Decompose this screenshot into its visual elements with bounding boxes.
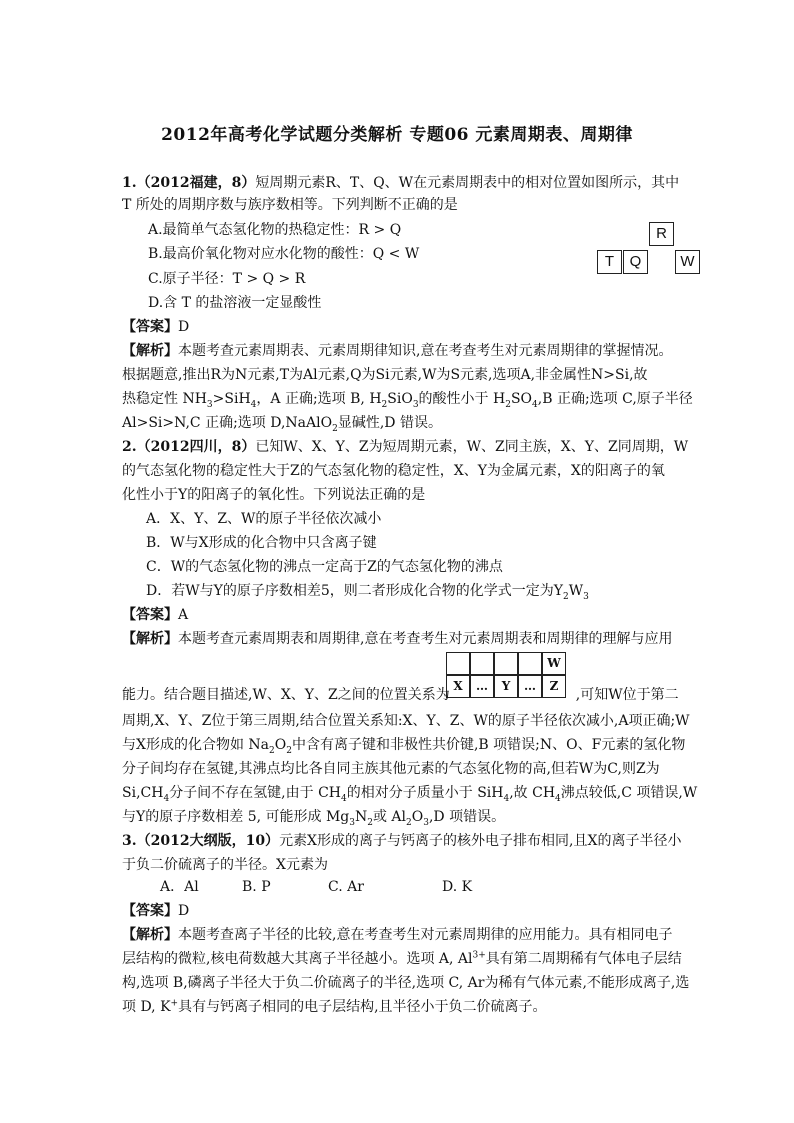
q2-analysis-line-7: 与Y的原子序数相差 5, 可能形成 $Mg_3N_2$或 $Al_2O_3,D$ 项错误。 — [122, 809, 506, 828]
q3-option-d: D. K — [442, 879, 473, 895]
q3-answer: 【答案】D — [122, 903, 190, 919]
q3-analysis-line-1: 【解析】本题考查离子半径的比较,意在考查考生对元素周期律的应用能力。具有相同电子 — [122, 927, 673, 943]
grid2-cell-ellipsis: … — [470, 675, 494, 698]
q2-option-b: B．W与X形成的化合物中只含离子键 — [146, 535, 377, 551]
q2-analysis-line-1: 【解析】本题考查元素周期表和周期律,意在考查考生对元素周期表和周期律的理解与应用 — [122, 631, 673, 647]
q2-analysis-line-2: 能力。结合题目描述,W、X、Y、Z之间的位置关系为 ,可知W位于第二 — [122, 687, 679, 703]
grid-cell-q: Q — [623, 250, 648, 274]
q2-stem-line-2: 的气态氢化物的稳定性大于Z的气态氢化物的稳定性，X、Y为金属元素，X的阳离子的氧 — [122, 463, 665, 479]
q1-analysis-line-2: 根据题意,推出R为N元素,T为Al元素,Q为Si元素,W为S元素,选项A,非金属性N>Si,故 — [122, 367, 648, 383]
q2-analysis-line-5: 分子间均存在氢键,其沸点均比各自同主族其他元素的气态氢化物的高,但若W为C,则Z为 — [122, 761, 660, 777]
q2-stem-line-3: 化性小于Y的阳离子的氧化性。下列说法正确的是 — [122, 487, 426, 503]
q2-stem-line-1: 2.（2012四川，8）已知W、X、Y、Z为短周期元素，W、Z同主族，X、Y、Z同周期，W — [122, 439, 689, 455]
grid2-cell-x: X — [446, 675, 470, 698]
q1-analysis-line-3: 热稳定性 $NH_3>SiH_4$，A 正确;选项 B, $H_2SiO_3$的酸性小于 $H_2SO_4,B$ 正确;选项 C,原子半径 — [122, 391, 693, 410]
q1-number: 1.（2012福建，8） — [122, 175, 256, 191]
q3-option-c: C. Ar — [328, 879, 364, 895]
q2-option-d: D．若W与Y的原子序数相差5，则二者形成化合物的化学式一定为$Y_2W_3$ — [146, 583, 589, 602]
grid2-cell-z: Z — [542, 675, 566, 698]
q1-analysis-line-4: Al>Si>N,C 正确;选项 D,NaAlO$_2$显碱性,D 错误。 — [122, 415, 442, 434]
grid2-empty-cell — [518, 652, 542, 675]
q2-analysis-line-4: 与X形成的化合物如 $Na_2O_2$中含有离子键和非极性共价键,B 项错误;N、O、F元素的氢化物 — [122, 737, 686, 756]
q1-answer: 【答案】D — [122, 319, 190, 335]
q1-stem-line-2: T 所处的周期序数与族序数相等。下列判断不正确的是 — [122, 197, 458, 213]
page-title: 2012年高考化学试题分类解析 专题06 元素周期表、周期律 — [161, 125, 633, 145]
q2-answer: 【答案】A — [122, 607, 189, 623]
grid-cell-w: W — [675, 250, 700, 274]
grid2-empty-cell — [494, 652, 518, 675]
q2-analysis-line-3: 周期,X、Y、Z位于第三周期,结合位置关系知:X、Y、Z、W的原子半径依次减小,A项正确;W — [122, 713, 690, 729]
grid2-cell-y: Y — [494, 675, 518, 698]
q1-option-a: A.最简单气态氢化物的热稳定性：R > Q — [148, 222, 402, 238]
q2-option-a: A．X、Y、Z、W的原子半径依次减小 — [146, 511, 382, 527]
q3-option-b: B. P — [242, 879, 271, 895]
q3-analysis-line-4: 项 D, K+具有与钙离子相同的电子层结构,且半径小于负二价硫离子。 — [122, 998, 547, 1015]
q3-stem-line-2: 于负二价硫离子的半径。X元素为 — [122, 857, 328, 873]
q3-option-a: A．Al — [160, 879, 199, 895]
q3-analysis-line-3: 构,选项 B,磷离子半径大于负二价硫离子的半径,选项 C, Ar为稀有气体元素,不能形成离子,选 — [122, 975, 690, 991]
q2-option-c: C．W的气态氢化物的沸点一定高于Z的气态氢化物的沸点 — [146, 559, 503, 575]
grid-cell-t: T — [597, 250, 622, 274]
grid2-empty-cell — [470, 652, 494, 675]
q3-analysis-line-2: 层结构的微粒,核电荷数越大其离子半径越小。选项 A, $Al^{3+}$具有第二周期稀有气体电子层结 — [122, 950, 682, 967]
grid-cell-r: R — [649, 222, 674, 246]
q2-number: 2.（2012四川，8） — [122, 439, 256, 455]
q1-option-d: D.含 T 的盐溶液一定显酸性 — [148, 295, 322, 311]
q3-number: 3.（2012大纲版，10） — [122, 833, 280, 849]
grid2-cell-w: W — [542, 652, 566, 675]
q1-option-b: B.最高价氧化物对应水化物的酸性：Q < W — [148, 246, 420, 262]
q1-analysis-line-1: 【解析】本题考查元素周期表、元素周期律知识,意在考查考生对元素周期律的掌握情况。 — [122, 343, 673, 359]
q2-analysis-line-6: $Si,CH_4$分子间不存在氢键,由于 $CH_4$的相对分子质量小于 SiH$_4$,故 $CH_4$沸点较低,C 项错误,W — [122, 785, 698, 804]
grid2-cell-ellipsis: … — [518, 675, 542, 698]
q3-stem-line-1: 3.（2012大纲版，10）元素X形成的离子与钙离子的核外电子排布相同,且X的离子半径小 — [122, 833, 682, 849]
grid2-empty-cell — [446, 652, 470, 675]
q1-option-c: C.原子半径：T > Q > R — [148, 271, 306, 287]
q1-stem-line-1: 1.（2012福建，8）短周期元素R、T、Q、W在元素周期表中的相对位置如图所示，其中 — [122, 175, 680, 191]
